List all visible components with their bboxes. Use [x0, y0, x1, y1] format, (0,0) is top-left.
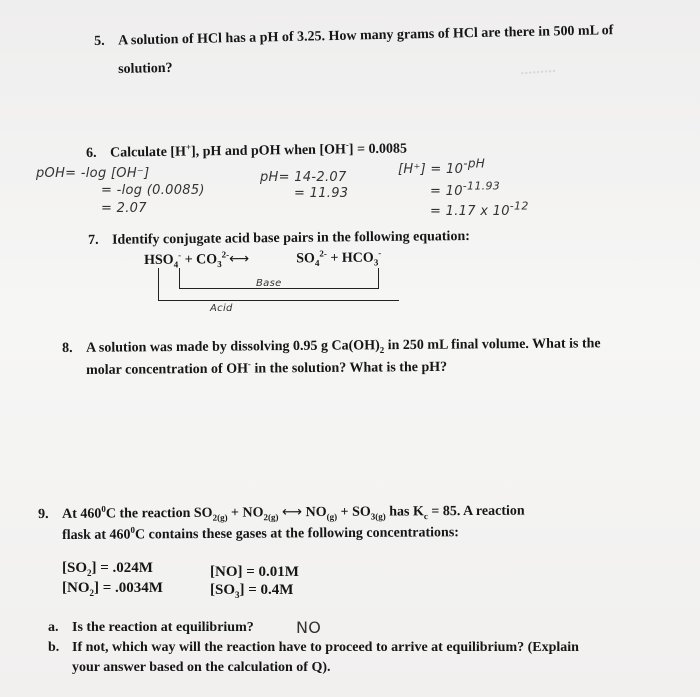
question-5-line2: solution? — [118, 60, 173, 77]
question-7: 7. Identify conjugate acid base pairs in the following equation: — [88, 229, 470, 248]
label-acid: Acid — [210, 303, 233, 314]
question-text: A solution of HCl has a pH of 3.25. How many grams of HCl are there in 500 mL of — [117, 23, 614, 49]
question-number: 8. — [62, 340, 73, 356]
handwritten-h-line2: = $10^{-11.93}$ — [430, 179, 501, 199]
conc-so3: $[SO_3] = 0.4M$ — [210, 582, 294, 600]
question-9b: b. If not, which way will the reaction have to proceed to arrive at equilibrium? (Explain — [48, 640, 579, 655]
question-9-line2: flask at $460^0C$ contains these gases at the following concentrations: — [62, 524, 459, 543]
handwritten-answer-no: NO — [296, 618, 322, 637]
conc-no2: $[NO_2] = .0034M$ — [62, 580, 163, 598]
handwritten-poh-line2: = -log (0.0085) — [101, 183, 205, 198]
acid-pair-bracket — [158, 268, 399, 301]
question-8: 8. A solution was made by dissolving 0.95 g $Ca(OH)_2$ in 250 mL final volume. What is the — [62, 336, 601, 356]
equilibrium-arrow: ⟷ — [281, 504, 303, 521]
handwritten-poh-line1: pOH= -log [OH⁻] — [36, 166, 150, 181]
question-number: 5. — [94, 33, 105, 49]
handwritten-poh-line3: = 2.07 — [101, 201, 147, 216]
bleed-through-text: ……… — [519, 60, 557, 78]
question-7-equation: $HSO_4^-$ + $CO_3^{2-}⟷$ $SO_4^{2-} + HCO_3^-$ — [144, 247, 382, 270]
equilibrium-arrow: ⟷ — [229, 250, 250, 268]
handwritten-ph-line1: pH= 14-2.07 — [260, 170, 347, 185]
question-5 — [94, 23, 614, 50]
conc-no: [NO] = 0.01M — [210, 564, 299, 580]
question-9: 9. At $460^0C$ the reaction $SO_{2(g)} + NO_{2(g)}$ ⟷ $NO_{(g)} + SO_{3(g)}$ has $K_c = 85$. A reaction — [38, 503, 525, 523]
handwritten-ph-line2: = 11.93 — [294, 186, 349, 201]
conc-so2: $[SO_2] = .024M$ — [62, 560, 153, 578]
label-base: Base — [256, 278, 282, 289]
question-number: 7. — [88, 232, 99, 248]
question-number: 6. — [86, 145, 97, 161]
question-9b-line2: your answer based on the calculation of Q). — [72, 660, 331, 675]
question-number: 9. — [38, 506, 49, 522]
question-9a: a. Is the reaction at equilibrium? — [48, 620, 254, 635]
question-8-line2: molar concentration of OH- in the solution? What is the pH? — [86, 358, 448, 378]
question-6: 6. Calculate [H+], pH and pOH when [OH-] = 0.0085 — [86, 139, 408, 161]
handwritten-h-line1: $[H^+] = 10^{-pH}$ — [398, 156, 486, 177]
handwritten-h-line3: = 1.17 x $10^{-12}$ — [430, 199, 529, 219]
